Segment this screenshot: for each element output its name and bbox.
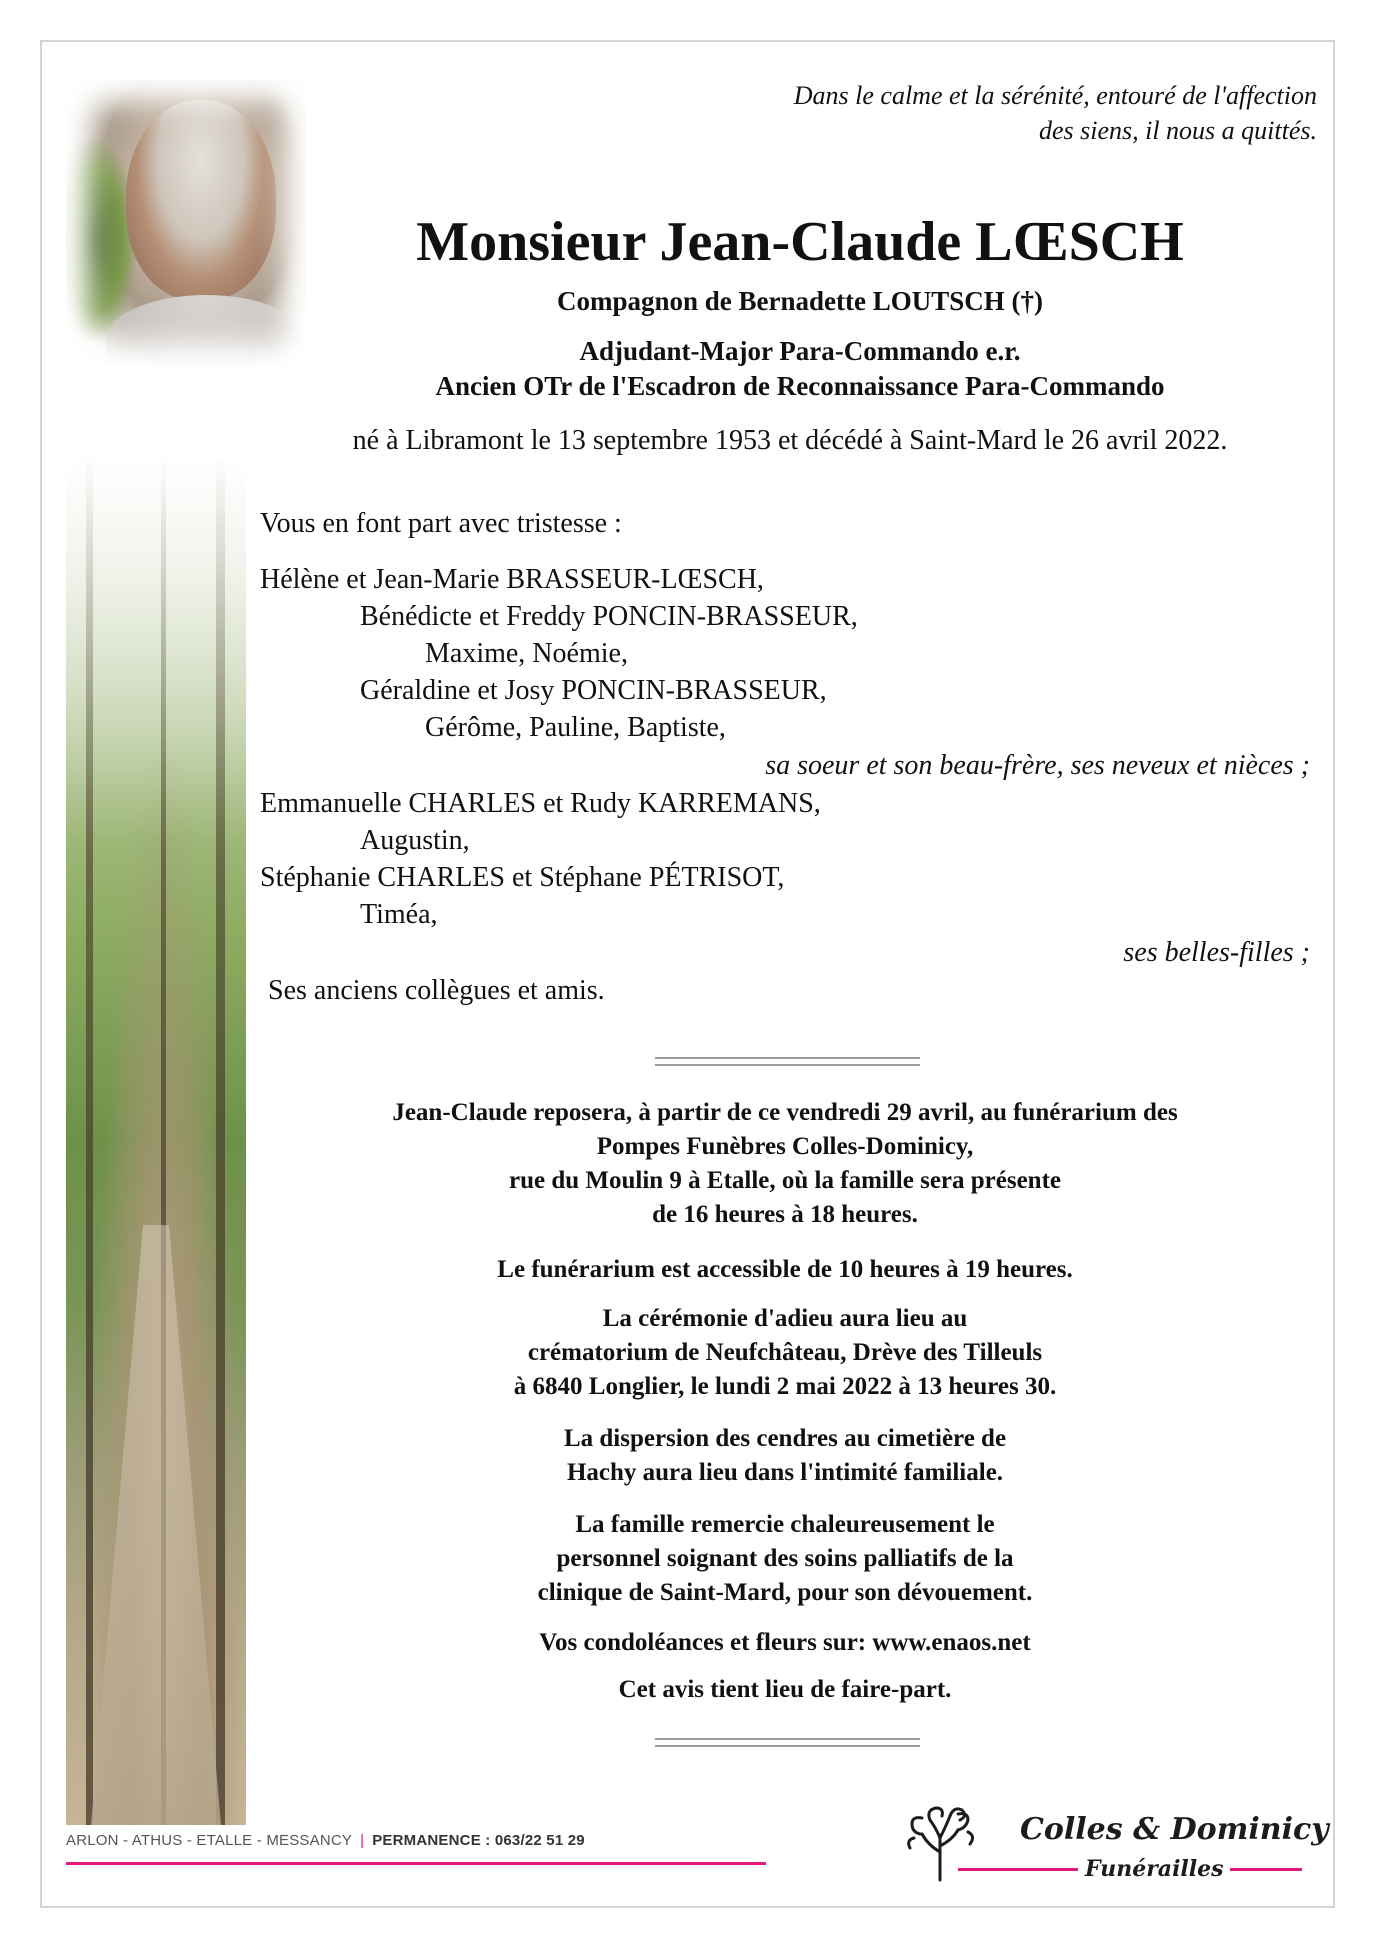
details-line: de 16 heures à 18 heures. bbox=[652, 1201, 918, 1228]
footer-locations: ARLON - ATHUS - ETALLE - MESSANCY bbox=[66, 1832, 353, 1849]
details-line: rue du Moulin 9 à Etalle, où la famille sera présente bbox=[508, 1167, 1062, 1194]
company-logo bbox=[890, 1790, 1329, 1890]
family-announce: Vous en font part avec tristesse : bbox=[260, 508, 622, 539]
details-line: à 6840 Longlier, le lundi 2 mai 2022 à 13 heures 30. bbox=[513, 1373, 1057, 1400]
logo-subtitle: Funérailles bbox=[1085, 1856, 1224, 1882]
family-line: Timéa, bbox=[360, 899, 438, 930]
intro-text bbox=[617, 78, 1317, 148]
footer-accent-line bbox=[66, 1862, 766, 1865]
footer-separator: | bbox=[360, 1832, 365, 1849]
family-line: Hélène et Jean-Marie BRASSEUR-LŒSCH, bbox=[260, 564, 764, 595]
details-paragraph bbox=[260, 1422, 1310, 1490]
details-paragraph bbox=[260, 1253, 1310, 1287]
footer-permanence: PERMANENCE : 063/22 51 29 bbox=[372, 1832, 585, 1849]
details-line: La famille remercie chaleureusement le bbox=[575, 1511, 995, 1538]
logo-accent-line bbox=[958, 1868, 1078, 1871]
title-line: Adjudant-Major Para-Commando e.r. bbox=[579, 336, 1021, 366]
condolences-line: Vos condoléances et fleurs sur: www.enaos.net bbox=[539, 1629, 1031, 1656]
details-line: Le funérarium est accessible de 10 heures à 19 heures. bbox=[497, 1256, 1073, 1283]
details-line: Pompes Funèbres Colles-Dominicy, bbox=[596, 1133, 974, 1160]
family-relation: ses belles-filles ; bbox=[1123, 937, 1310, 968]
family-line: Ses anciens collègues et amis. bbox=[268, 975, 605, 1006]
title-line: Ancien OTr de l'Escadron de Reconnaissance Para-Commando bbox=[435, 371, 1165, 401]
logo-brand: Colles & Dominicy bbox=[1020, 1812, 1329, 1847]
family-line: Stéphanie CHARLES et Stéphane PÉTRISOT, bbox=[260, 862, 785, 893]
details-line: crématorium de Neufchâteau, Drève des Tilleuls bbox=[527, 1339, 1043, 1366]
footer-contact bbox=[66, 1832, 585, 1849]
details-paragraph bbox=[260, 1302, 1310, 1404]
forest-path-image bbox=[66, 455, 246, 1825]
family-line: Emmanuelle CHARLES et Rudy KARREMANS, bbox=[260, 788, 821, 819]
details-paragraph bbox=[260, 1673, 1310, 1707]
details-paragraph bbox=[260, 1508, 1310, 1610]
family-line: Géraldine et Josy PONCIN-BRASSEUR, bbox=[360, 675, 827, 706]
family-line: Bénédicte et Freddy PONCIN-BRASSEUR, bbox=[360, 601, 858, 632]
logo-accent-line bbox=[1230, 1868, 1302, 1871]
family-line: Gérôme, Pauline, Baptiste, bbox=[425, 712, 726, 743]
family-line: Augustin, bbox=[360, 825, 470, 856]
details-line: Hachy aura lieu dans l'intimité familiale. bbox=[566, 1459, 1004, 1486]
companion-line: Compagnon de Bernadette LOUTSCH (†) bbox=[556, 286, 1043, 316]
intro-line: Dans le calme et la sérénité, entouré de l'affection bbox=[793, 81, 1317, 110]
birth-death-line: né à Libramont le 13 septembre 1953 et décédé à Saint-Mard le 26 avril 2022. bbox=[352, 425, 1228, 456]
portrait-photo bbox=[66, 80, 306, 365]
details-line: La cérémonie d'adieu aura lieu au bbox=[602, 1305, 968, 1332]
tree-icon bbox=[890, 1790, 990, 1890]
divider bbox=[655, 1738, 920, 1747]
details-line: clinique de Saint-Mard, pour son dévouement. bbox=[537, 1579, 1033, 1606]
deceased-name: Monsieur Jean-Claude LŒSCH bbox=[416, 211, 1184, 273]
divider bbox=[655, 1057, 920, 1066]
details-line: personnel soignant des soins palliatifs de la bbox=[556, 1545, 1014, 1572]
details-line: La dispersion des cendres au cimetière de bbox=[563, 1425, 1007, 1452]
details-paragraph bbox=[260, 1096, 1310, 1232]
details-line: Jean-Claude reposera, à partir de ce vendredi 29 avril, au funérarium des bbox=[392, 1099, 1178, 1126]
intro-line: des siens, il nous a quittés. bbox=[1038, 116, 1317, 145]
details-paragraph bbox=[260, 1626, 1310, 1660]
family-line: Maxime, Noémie, bbox=[425, 638, 628, 669]
family-relation: sa soeur et son beau-frère, ses neveux et nièces ; bbox=[765, 750, 1310, 781]
details-line: Cet avis tient lieu de faire-part. bbox=[618, 1676, 952, 1703]
